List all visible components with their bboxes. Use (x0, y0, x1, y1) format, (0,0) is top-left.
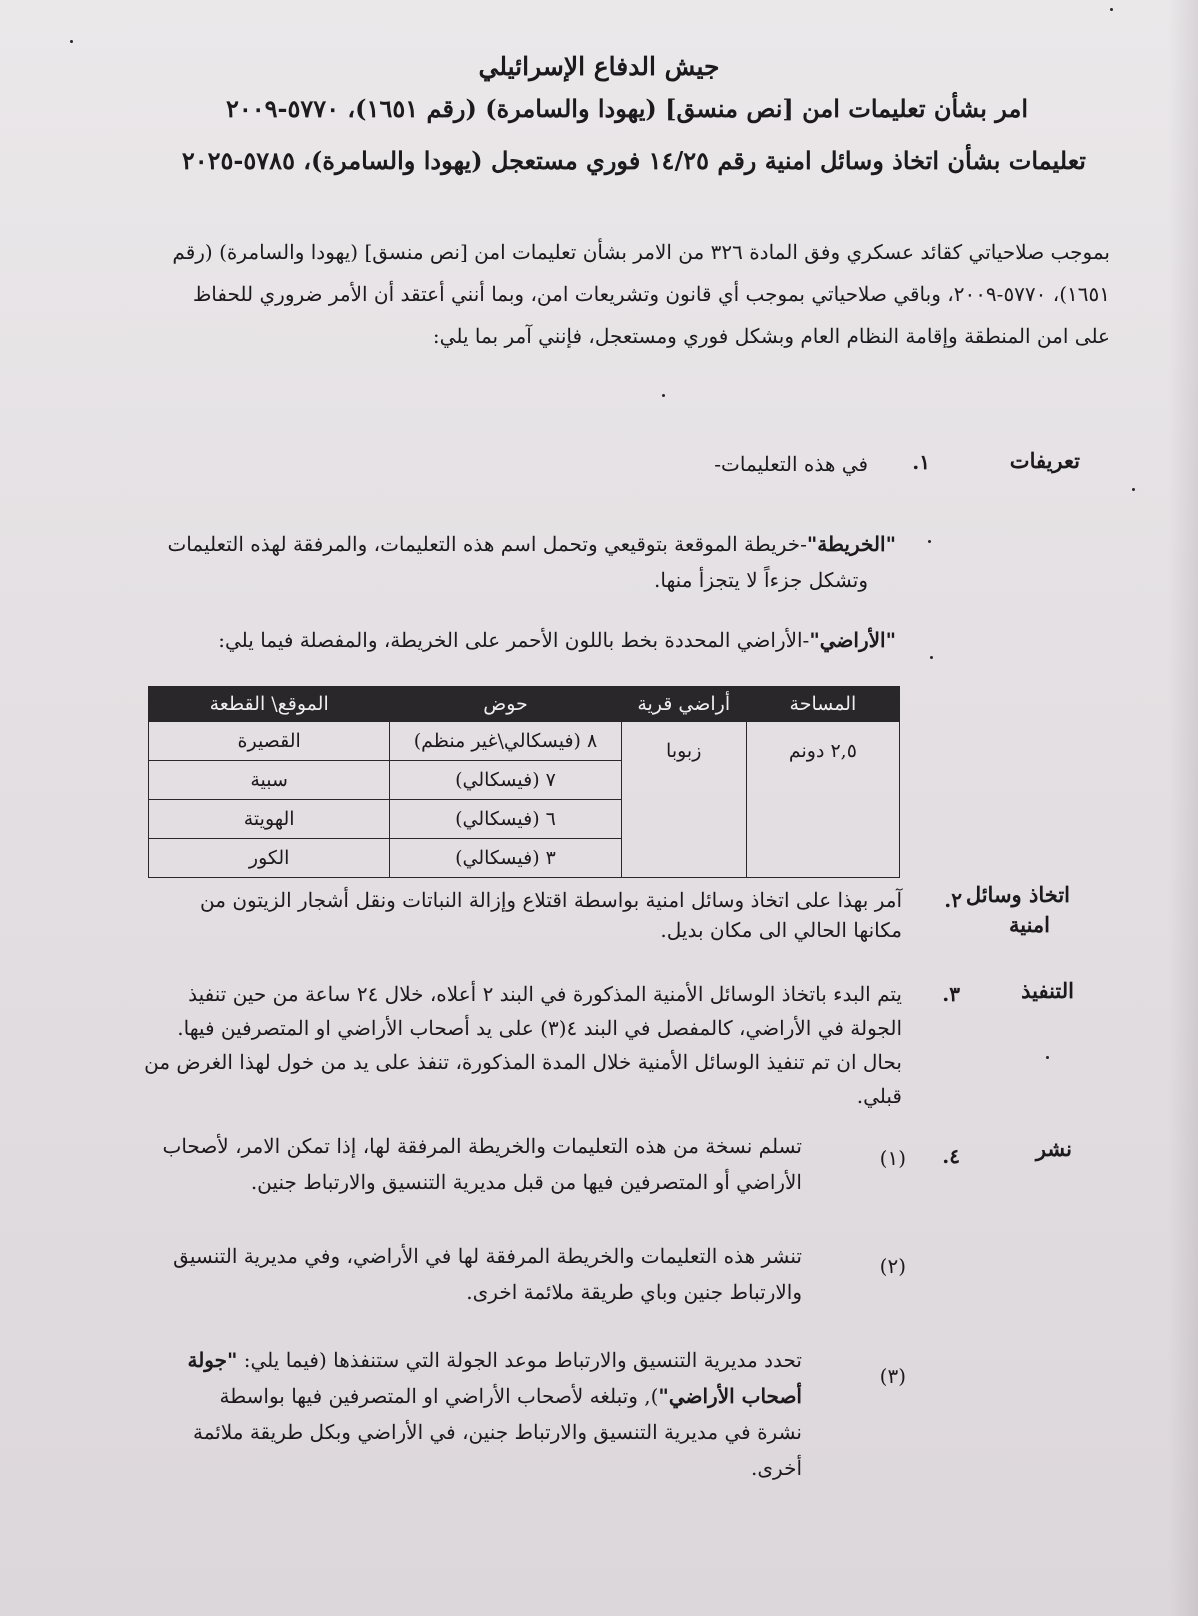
section-2-label-line-1: اتخاذ وسائل (965, 882, 1070, 907)
section-2-label-line-2: امنية (1008, 912, 1050, 937)
paper-speck (1046, 1056, 1049, 1059)
section-4-label: نشر (1035, 1136, 1072, 1161)
order-title: امر بشأن تعليمات امن [نص منسق] (يهودا والسامرة) (رقم ١٦٥١)، ٥٧٧٠-٢٠٠٩ (225, 94, 1028, 123)
parcel-table (148, 686, 900, 878)
basin-cell: ٧ (فيسكالي) (390, 761, 621, 800)
item-3-line-2-text: ), وتبلغه لأصحاب الأراضي او المتصرفين فيها بواسطة (219, 1384, 659, 1408)
paper-speck (1110, 8, 1113, 11)
plot-cell: القصيرة (149, 722, 390, 761)
paper-speck (70, 40, 73, 43)
header-village: أراضي قرية (621, 687, 746, 722)
section-4-item-3-line-1 (187, 1344, 802, 1377)
paper-speck (1132, 488, 1135, 491)
section-4-number: ٤. (942, 1144, 960, 1168)
section-1-label: تعريفات (1009, 448, 1080, 473)
section-3-line-1: يتم البدء باتخاذ الوسائل الأمنية المذكورة في البند ٢ أعلاه، خلال ٢٤ ساعة من حين تنفيذ (188, 982, 902, 1006)
section-4-item-3-line-3: نشرة في مديرية التنسيق والارتباط جنين، في الأراضي وبكل طريقة ملائمة (192, 1420, 802, 1444)
header-basin: حوض (390, 687, 621, 722)
section-4-item-1-line-2: الأراضي أو المتصرفين فيها من قبل مديرية التنسيق والارتباط جنين. (250, 1170, 802, 1194)
area-value-cell: ٢,٥ دونم (746, 722, 899, 878)
preamble-line-2: ١٦٥١)، ٥٧٧٠-٢٠٠٩، وباقي صلاحياتي بموجب أي قانون وتشريعات امن، وبما أنني أعتقد أن الأمر ضروري للحفاظ (192, 282, 1110, 306)
map-definition-line-1 (167, 528, 896, 561)
lands-definition (218, 624, 896, 657)
plot-cell: سبية (149, 761, 390, 800)
instructions-title: تعليمات بشأن اتخاذ وسائل امنية رقم ١٤/٢٥ فوري مستعجل (يهودا والسامرة)، ٥٧٨٥-٢٠٢٥ (181, 146, 1086, 175)
item-3-line-1-bold: "جولة (187, 1348, 238, 1372)
item-3-line-2-bold: أصحاب الأراضي" (658, 1384, 802, 1408)
section-4-item-2-number: (٢) (879, 1254, 906, 1278)
section-4-item-3-line-4: أخرى. (751, 1456, 802, 1480)
preamble-line-1: بموجب صلاحياتي كقائد عسكري وفق المادة ٣٢٦ من الامر بشأن تعليمات امن [نص منسق] (يهودا والسامرة) (رقم (172, 240, 1110, 264)
section-4-item-3-line-2 (220, 1380, 802, 1413)
header-plot: الموقع\ القطعة (149, 687, 390, 722)
section-2-line-1: آمر بهذا على اتخاذ وسائل امنية بواسطة اقتلاع وإزالة النباتات ونقل أشجار الزيتون من (200, 888, 902, 912)
lands-definition-term: "الأراضي" (809, 628, 896, 652)
section-2-number: ٢. (944, 888, 962, 912)
plot-cell: الهويتة (149, 800, 390, 839)
map-definition-term: "الخريطة" (806, 532, 896, 556)
section-3-line-4: قبلي. (856, 1084, 902, 1108)
section-4-item-3-number: (٣) (879, 1364, 906, 1388)
section-4-item-2-line-2: والارتباط جنين وباي طريقة ملائمة اخرى. (466, 1280, 802, 1304)
section-1-intro: في هذه التعليمات- (714, 452, 868, 476)
village-value-cell: زبوبا (621, 722, 746, 878)
section-3-label: التنفيذ (1021, 978, 1074, 1003)
basin-cell: ٣ (فيسكالي) (390, 839, 621, 878)
section-2-line-2: مكانها الحالي الى مكان بديل. (660, 918, 902, 942)
basin-cell: ٨ (فيسكالي\غير منظم) (390, 722, 621, 761)
section-3-line-3: بحال ان تم تنفيذ الوسائل الأمنية خلال المدة المذكورة، تنفذ على يد من خول لهذا الغرض من (144, 1050, 902, 1074)
issuer-title: جيش الدفاع الإسرائيلي (478, 52, 720, 81)
table-row (149, 722, 900, 761)
preamble-line-3: على امن المنطقة وإقامة النظام العام وبشكل فوري ومستعجل، فإنني آمر بما يلي: (432, 324, 1110, 348)
map-definition-text: -خريطة الموقعة بتوقيعي وتحمل اسم هذه التعليمات، والمرفقة لهذه التعليمات (167, 532, 807, 556)
plot-cell: الكور (149, 839, 390, 878)
section-4-item-2-line-1: تنشر هذه التعليمات والخريطة المرفقة لها في الأراضي، وفي مديرية التنسيق (173, 1244, 802, 1268)
section-3-line-2: الجولة في الأراضي، كالمفصل في البند ٤(٣) على يد أصحاب الأراضي او المتصرفين فيها. (177, 1016, 902, 1040)
section-4-item-1-line-1: تسلم نسخة من هذه التعليمات والخريطة المرفقة لها، إذا تمكن الامر، لأصحاب (162, 1134, 802, 1158)
paper-speck (928, 540, 931, 543)
lands-definition-text: -الأراضي المحددة بخط باللون الأحمر على الخريطة، والمفصلة فيما يلي: (218, 628, 810, 652)
section-4-item-1-number: (١) (879, 1146, 906, 1170)
basin-cell: ٦ (فيسكالي) (390, 800, 621, 839)
paper-speck (930, 656, 933, 659)
item-3-line-1-text: تحدد مديرية التنسيق والارتباط موعد الجولة التي ستنفذها (فيما يلي: (237, 1348, 802, 1372)
section-1-number: ١. (912, 450, 930, 474)
parcel-table-header-row (149, 687, 900, 722)
page-edge-shadow (1168, 0, 1198, 1616)
paper-speck (662, 394, 665, 397)
header-area: المساحة (746, 687, 899, 722)
map-definition-line-2: وتشكل جزءاً لا يتجزأ منها. (654, 568, 868, 592)
section-3-number: ٣. (942, 982, 960, 1006)
